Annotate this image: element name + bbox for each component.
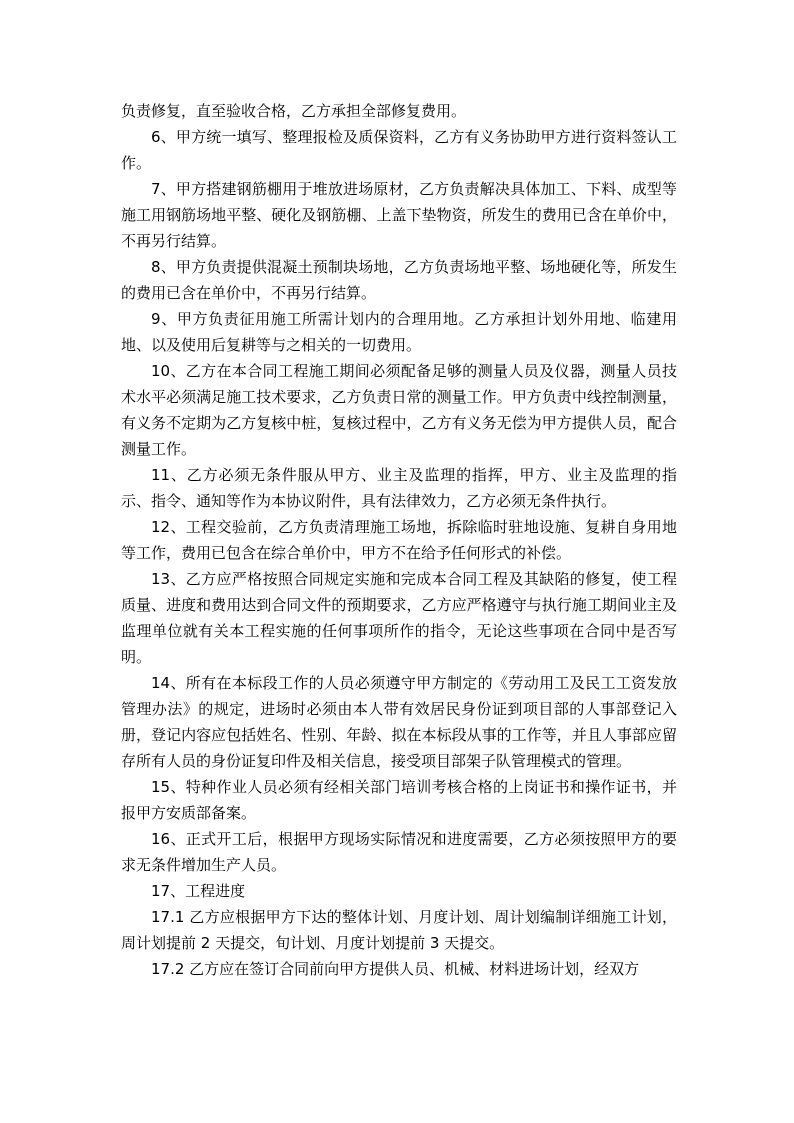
- paragraph-item-12: 12、工程交验前，乙方负责清理施工场地，拆除临时驻地设施、复耕自身用地等工作，费用已包含在综合单价中，甲方不在给予任何形式的补偿。: [121, 518, 677, 562]
- paragraph-item-8: 8、甲方负责提供混凝土预制块场地，乙方负责场地平整、场地硬化等，所发生的费用已含在单价中，不再另行结算。: [121, 258, 677, 302]
- paragraph-item-6: 6、甲方统一填写、整理报检及质保资料，乙方有义务协助甲方进行资料签认工作。: [121, 128, 677, 172]
- section-heading-17: 17、工程进度: [151, 882, 246, 900]
- document-page: [121, 98, 677, 982]
- paragraph-item-10: 10、乙方在本合同工程施工期间必须配备足够的测量人员及仪器，测量人员技术水平必须满足施工技术要求，乙方负责日常的测量工作。甲方负责中线控制测量，有义务不定期为乙方复核中桩，复核过程中，乙方有义务无偿为甲方提供人员，配合测量工作。: [121, 362, 677, 458]
- paragraph-continuation: 负责修复，直至验收合格，乙方承担全部修复费用。: [121, 102, 467, 120]
- paragraph-item-14: 14、所有在本标段工作的人员必须遵守甲方制定的《劳动用工及民工工资发放管理办法》的规定，进场时必须由本人带有效居民身份证到项目部的人事部登记入册，登记内容应包括姓名、性别、年龄、拟在本标段从事的工作等，并且人事部应留存所有人员的身份证复印件及相关信息，接受项目部架子队管理模式的管理。: [121, 674, 677, 770]
- paragraph-item-13: 13、乙方应严格按照合同规定实施和完成本合同工程及其缺陷的修复，使工程质量、进度和费用达到合同文件的预期要求，乙方应严格遵守与执行施工期间业主及监理单位就有关本工程实施的任何事项所作的指令，无论这些事项在合同中是否写明。: [121, 570, 677, 666]
- paragraph-item-7: 7、甲方搭建钢筋棚用于堆放进场原材，乙方负责解决具体加工、下料、成型等施工用钢筋场地平整、硬化及钢筋棚、上盖下垫物资，所发生的费用已含在单价中，不再另行结算。: [121, 180, 677, 250]
- paragraph-item-15: 15、特种作业人员必须有经相关部门培训考核合格的上岗证书和操作证书，并报甲方安质部备案。: [121, 778, 677, 822]
- paragraph-item-11: 11、乙方必须无条件服从甲方、业主及监理的指挥，甲方、业主及监理的指示、指令、通知等作为本协议附件，具有法律效力，乙方必须无条件执行。: [121, 466, 677, 510]
- paragraph-item-17-2: 17.2 乙方应在签订合同前向甲方提供人员、机械、材料进场计划，经双方: [151, 960, 640, 978]
- paragraph-item-17-1: 17.1 乙方应根据甲方下达的整体计划、月度计划、周计划编制详细施工计划，周计划提前 2 天提交，旬计划、月度计划提前 3 天提交。: [121, 908, 677, 952]
- paragraph-item-9: 9、甲方负责征用施工所需计划内的合理用地。乙方承担计划外用地、临建用地、以及使用后复耕等与之相关的一切费用。: [121, 310, 677, 354]
- paragraph-item-16: 16、正式开工后，根据甲方现场实际情况和进度需要，乙方必须按照甲方的要求无条件增加生产人员。: [121, 830, 677, 874]
